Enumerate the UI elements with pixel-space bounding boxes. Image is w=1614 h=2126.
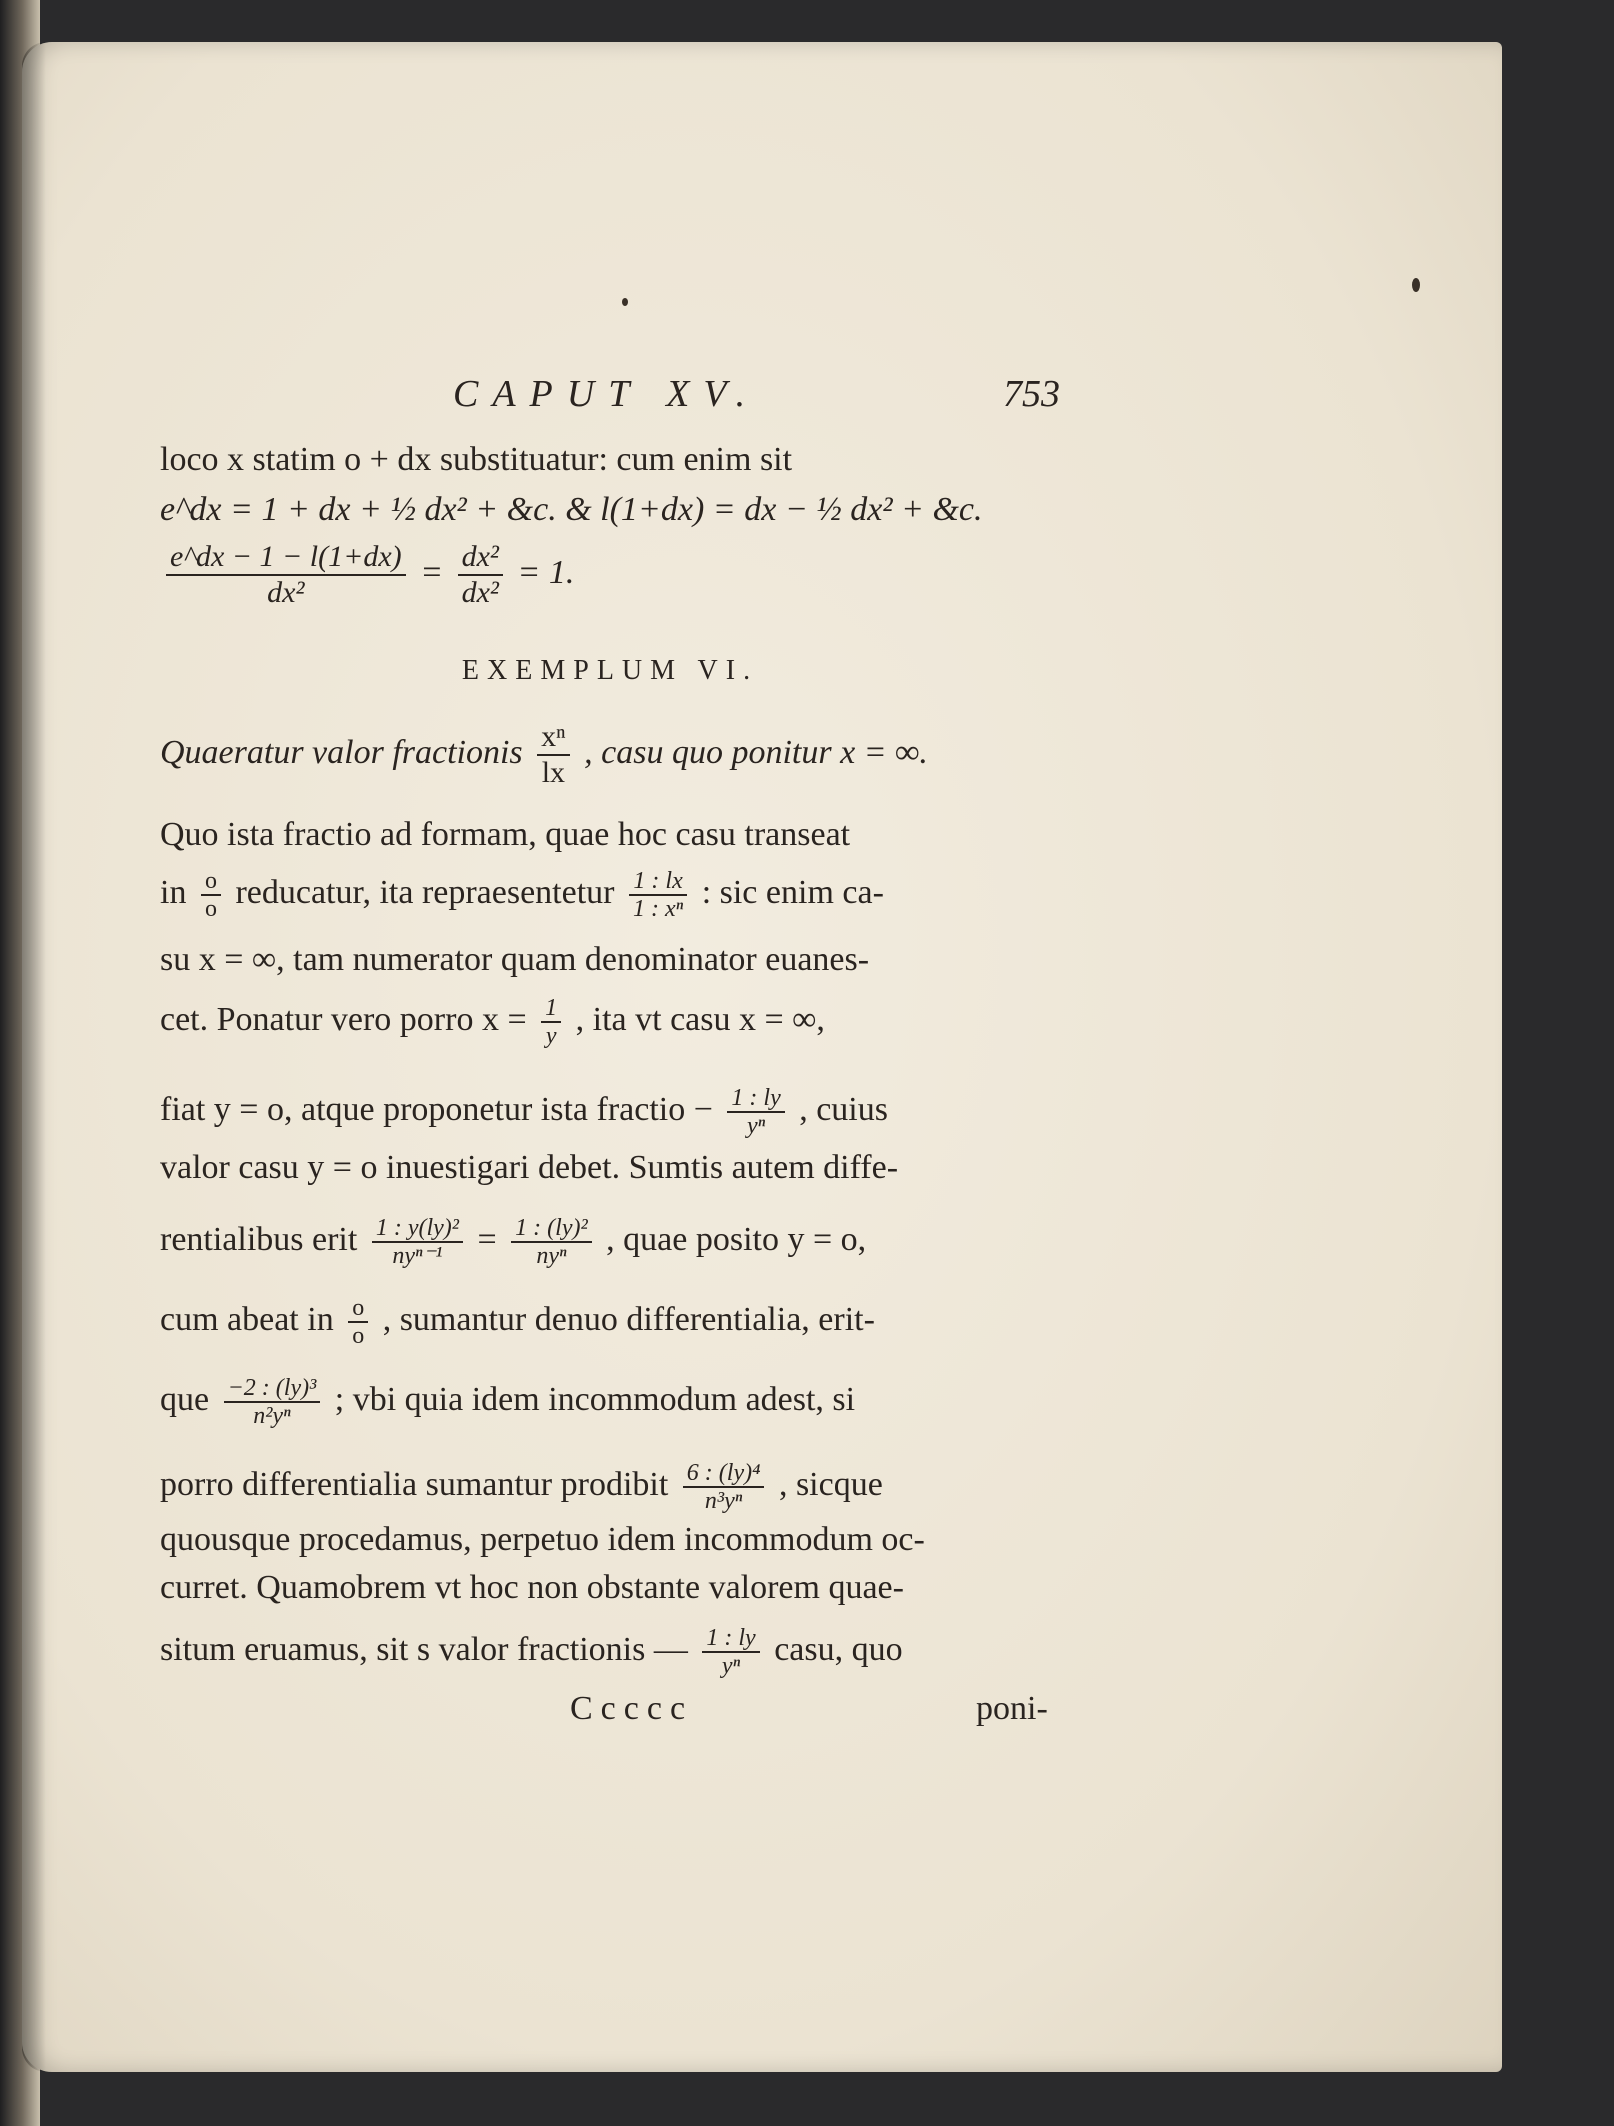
fraction: $\frac{o}{o}$: [201, 868, 221, 922]
proposition: Quaeratur valor fractionis $\frac{\text{xⁿ}}{lx}$ , casu quo ponitur x = ∞.: [160, 720, 928, 789]
fraction: $\frac{e\^{}dx - 1 - l(1+dx)}{\text{dx²}}$: [166, 540, 406, 610]
text-line: fiat y = o, atque proponetur ista fractio − $\frac{1 : ly}{\text{yⁿ}}$ , cuius: [160, 1085, 888, 1139]
text-line: valor casu y = o inuestigari debet. Sumtis autem diffe-: [160, 1149, 899, 1186]
page-number: 753: [1003, 373, 1060, 415]
book-page: [22, 42, 1502, 2072]
text-line: in $\frac{o}{o}$ reducatur, ita repraesentetur $\frac{1 : lx}{\text{1 : xⁿ}}$ : sic enim ca-: [160, 868, 884, 922]
text-line: que $\frac{\text{−2 : (ly)³}}{\text{n²yⁿ}}$ ; vbi quia idem incommodum adest, si: [160, 1375, 856, 1429]
catchword: poni-: [976, 1690, 1048, 1727]
spine-shadow: [22, 42, 46, 2072]
fraction: $\frac{1}{y}$: [541, 995, 561, 1049]
section-heading: EXEMPLUM VI.: [461, 655, 759, 686]
fraction: $\frac{\text{1 : (ly)²}}{\text{nyⁿ}}$: [511, 1215, 592, 1269]
running-header: [160, 372, 1060, 415]
fraction: $\frac{\text{−2 : (ly)³}}{\text{n²yⁿ}}$: [224, 1375, 321, 1429]
signature-mark: Ccccc: [570, 1690, 694, 1727]
ink-speck: [1412, 278, 1420, 292]
fraction: $\frac{1 : lx}{\text{1 : xⁿ}}$: [629, 868, 687, 922]
text-line: porro differentialia sumantur prodibit $\frac{\text{6 : (ly)⁴}}{\text{n³yⁿ}}$ , sicque: [160, 1460, 883, 1514]
running-title: CAPUT XV.: [453, 373, 760, 415]
text-line: quousque procedamus, perpetuo idem incommodum oc-: [160, 1521, 925, 1558]
fraction: $\frac{\text{6 : (ly)⁴}}{\text{n³yⁿ}}$: [683, 1460, 765, 1514]
fraction: $\frac{1 : ly}{\text{yⁿ}}$: [702, 1625, 759, 1679]
text-line: Quo ista fractio ad formam, quae hoc casu transeat: [160, 816, 851, 853]
fraction: $\frac{\text{xⁿ}}{lx}$: [537, 720, 569, 790]
formula-line: e^dx = 1 + dx + ½ dx² + &c. & l(1+dx) = dx − ½ dx² + &c.: [160, 491, 983, 528]
formula-line: $\frac{e\^{}dx - 1 - l(1+dx)}{\text{dx²}}$ = $\frac{\text{dx²}}{\text{dx²}}$ = 1.: [160, 540, 1060, 610]
text-line: su x = ∞, tam numerator quam denominator euanes-: [160, 941, 870, 978]
text-line: cum abeat in $\frac{o}{o}$ , sumantur denuo differentialia, erit-: [160, 1295, 875, 1349]
fraction: $\frac{\text{1 : y(ly)²}}{\text{nyⁿ⁻¹}}$: [372, 1215, 463, 1269]
fraction: $\frac{1 : ly}{\text{yⁿ}}$: [727, 1085, 784, 1139]
text-line: curret. Quamobrem vt hoc non obstante valorem quae-: [160, 1569, 904, 1606]
text-line: rentialibus erit $\frac{\text{1 : y(ly)²}}{\text{nyⁿ⁻¹}}$ = $\frac{\text{1 : (ly)²}}{\text{nyⁿ}}$ , quae posito y = o,: [160, 1215, 867, 1269]
text-line: cet. Ponatur vero porro x = $\frac{1}{y}$ , ita vt casu x = ∞,: [160, 995, 825, 1049]
fraction: $\frac{o}{o}$: [348, 1295, 368, 1349]
ink-speck: [622, 298, 628, 306]
text-line: situm eruamus, sit s valor fractionis — $\frac{1 : ly}{\text{yⁿ}}$ casu, quo: [160, 1625, 903, 1679]
fraction: $\frac{\text{dx²}}{\text{dx²}}$: [458, 540, 503, 610]
text-line: loco x statim o + dx substituatur: cum enim sit: [160, 441, 793, 478]
